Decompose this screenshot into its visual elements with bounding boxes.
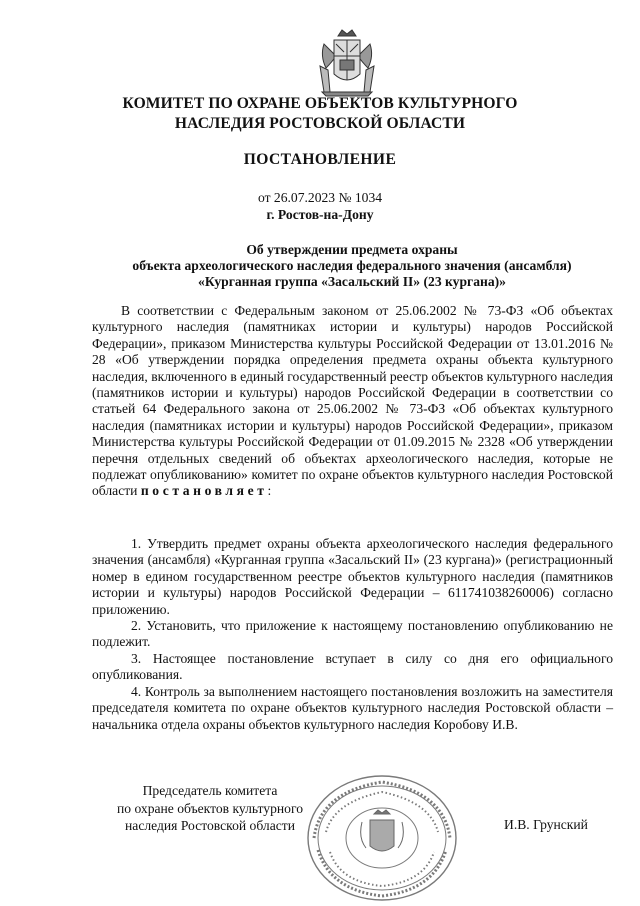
preamble-end: : [267, 483, 272, 499]
subject-line1: Об утверждении предмета охраны [246, 242, 458, 257]
preamble-paragraph [92, 303, 613, 500]
signatory-title [90, 782, 330, 835]
signatory-title-line3: наследия Ростовской области [125, 818, 295, 834]
coat-of-arms-icon [316, 26, 378, 98]
document-city: г. Ростов-на-Дону [266, 207, 374, 222]
subject-line3: «Курганная группа «Засальский II» (23 кургана)» [198, 274, 506, 289]
subject-line2: объекта археологического наследия федерального значения (ансамбля) [132, 258, 572, 273]
signatory-title-line1: Председатель комитета [142, 783, 278, 798]
committee-name-line1: КОМИТЕТ ПО ОХРАНЕ ОБЪЕКТОВ КУЛЬТУРНОГО [122, 95, 518, 112]
signatory-title-line2: по охране объектов культурного [116, 800, 304, 816]
decree-word: постановляет [140, 483, 268, 499]
preamble-text: В соответствии с Федеральным законом от 25.06.2002 № 73-ФЗ «Об объектах культурного наследия (памятниках истории и культуры) народов Российской Федерации», приказом Министерства культуры Российской Федерации от 13.01.2016 № 28 «Об утверждении порядка определения предмета охраны объекта культурного наследия, включенного в единый государственный реестр объектов культурного наследия (памятников истории и культуры) народов Российской Федерации в соответствии со статьей 64 Федерального закона от 25.06.2002 № 73-ФЗ «Об объектах культурного наследия (памятниках истории и культуры) народов Российской Федерации», приказом Министерства культуры Российской Федерации от 01.09.2015 № 2328 «Об утверждении перечня отдельных сведений об объектах археологического наследия, которые не подлежат опубликованию» комитет по охране объектов культурного наследия Ростовской области [92, 303, 614, 499]
signatory-name: И.В. Грунский [504, 817, 588, 832]
decree-item-3: 3. Настоящее постановление вступает в силу со дня его официального опубликования. [92, 651, 613, 683]
decree-item-1: 1. Утвердить предмет охраны объекта археологического наследия федерального значения (ансамбля) «Курганная группа «Засальский II» (23 кургана)» (регистрационный номер в едином государственном реестре объектов культурного наследия (памятников истории и культуры) народов Российской Федерации – 611741038260006) согласно приложению. [92, 536, 613, 617]
decree-item-4: 4. Контроль за выполнением настоящего постановления возложить на заместителя председателя комитета по охране объектов культурного наследия Ростовской области – начальника отдела охраны объектов культурного наследия Коробову И.В. [92, 684, 613, 732]
document-date-number: от 26.07.2023 № 1034 [257, 190, 383, 205]
document-type-title: ПОСТАНОВЛЕНИЕ [243, 151, 397, 168]
committee-name-line2: НАСЛЕДИЯ РОСТОВСКОЙ ОБЛАСТИ [174, 115, 466, 132]
decree-item-2: 2. Установить, что приложение к настоящему постановлению опубликованию не подлежит. [92, 618, 613, 650]
